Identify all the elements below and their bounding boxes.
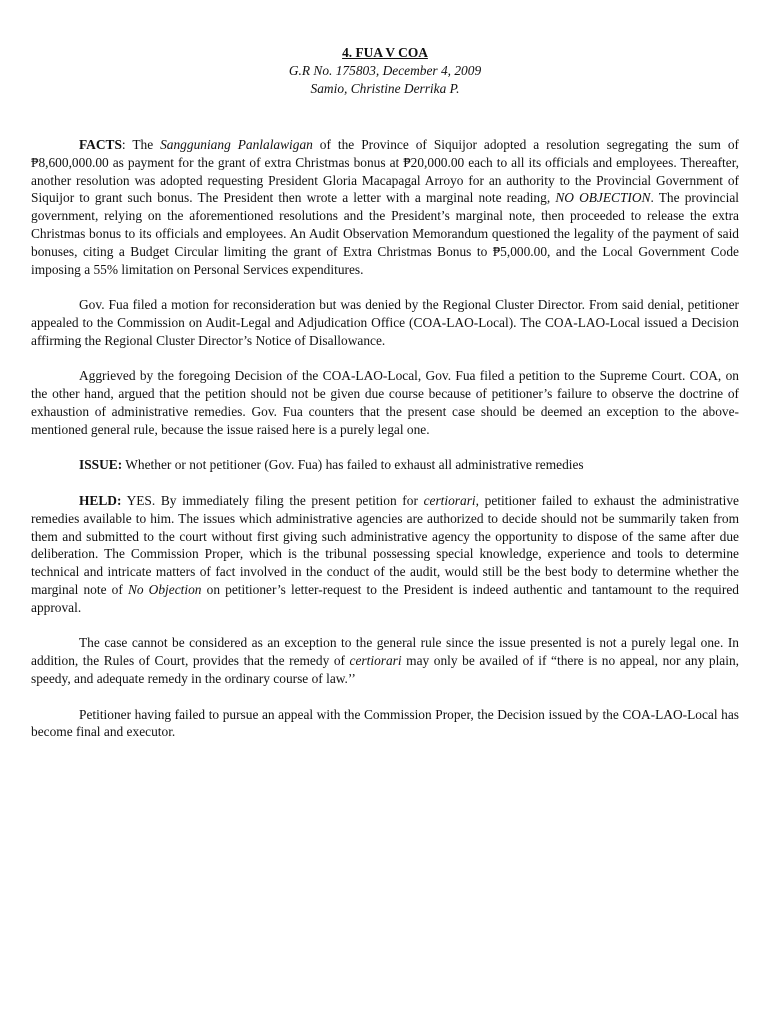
motion-paragraph: Gov. Fua filed a motion for reconsideration but was denied by the Regional Cluster Director. From said denial, petitioner appealed to the Commission on Audit-Legal and Adjudication Office (COA-LAO-Local). The COA-LAO-Local issued a Decision affirming the Regional Cluster Director’s Notice of Disallowance. xyxy=(31,297,739,348)
facts-text-2: of the Province of Siquijor adopted a resolution segregating the sum of ₱8,600,000.00 as payment for the grant of extra Christmas bonus at ₱20,000.00 each to all its officials and employees. Thereafter, another resolution was adopted requesting President Gloria Macapagal Arroyo for an authority to the Provincial Government of Siquijor to grant such bonus. The President then wrote a letter with a marginal note reading, xyxy=(31,137,739,206)
facts-paragraph xyxy=(31,136,739,278)
issue-label: ISSUE: xyxy=(79,457,123,473)
facts-italic-2: NO OBJECTION xyxy=(555,190,651,206)
exception-italic-1: certiorari xyxy=(349,653,402,669)
conclusion-paragraph: Petitioner having failed to pursue an appeal with the Commission Proper, the Decision issued by the COA-LAO-Local has become final and executor. xyxy=(31,706,739,740)
case-header xyxy=(31,44,739,98)
issue-text: Whether or not petitioner (Gov. Fua) has failed to exhaust all administrative remedies xyxy=(122,457,584,473)
issue-paragraph xyxy=(31,456,739,474)
held-text-3: on petitioner’s letter-request to the President is indeed authentic and tantamount to the required approval. xyxy=(31,581,739,615)
held-italic-1: certiorari xyxy=(423,492,476,508)
held-text-2: , petitioner failed to exhaust the administrative remedies available to him. The issues which administrative agencies are authorized to decide should not be summarily taken from them and submitted to the court without first giving such administrative agency the opportunity to dispose of the same after due deliberation. The Commission Proper, which is the tribunal possessing special knowledge, experience and tools to determine technical and intricate matters of fact involved in the conduct of the audit, would still be the best body to determine whether the marginal note of xyxy=(31,492,739,597)
held-italic-2: No Objection xyxy=(127,581,202,597)
facts-text-3: . The provincial government, relying on the aforementioned resolutions and the President’s marginal note, then proceeded to release the extra Christmas bonus to its officials and employees. An Audit Observation Memorandum questioned the legality of the payment of said bonuses, citing a Budget Circular limiting the grant of Extra Christmas Bonus to ₱5,000.00, and the Local Government Code imposing a 55% limitation on Personal Services expenditures. xyxy=(31,190,739,277)
exception-text-1: The case cannot be considered as an exception to the general rule since the issue presented is not a purely legal one. In addition, the Rules of Court, provides that the remedy of xyxy=(31,635,739,669)
exception-text-2: may only be availed of if “there is no appeal, nor any plain, speedy, and adequate remedy in the ordinary course of law.’’ xyxy=(31,653,739,686)
petition-paragraph: Aggrieved by the foregoing Decision of the COA-LAO-Local, Gov. Fua filed a petition to the Supreme Court. COA, on the other hand, argued that the petition should not be given due course because of petitioner’s failure to observe the doctrine of exhaustion of administrative remedies. Gov. Fua counters that the present case should be deemed an exception to the above-mentioned general rule, because the issue raised here is a purely legal one. xyxy=(31,368,739,437)
held-text-1: YES. By immediately filing the present petition for xyxy=(121,492,424,508)
held-label: HELD: xyxy=(79,492,122,508)
facts-italic-1: Sangguniang Panlalawigan xyxy=(160,137,313,152)
facts-text-1: : The xyxy=(121,137,161,152)
case-title: 4. FUA V COA xyxy=(342,45,428,60)
exception-paragraph xyxy=(31,634,739,687)
case-citation: G.R No. 175803, December 4, 2009 xyxy=(288,63,482,78)
facts-label: FACTS xyxy=(79,137,122,152)
case-author: Samio, Christine Derrika P. xyxy=(310,81,460,96)
held-paragraph xyxy=(31,492,739,617)
case-digest-body xyxy=(31,136,739,741)
